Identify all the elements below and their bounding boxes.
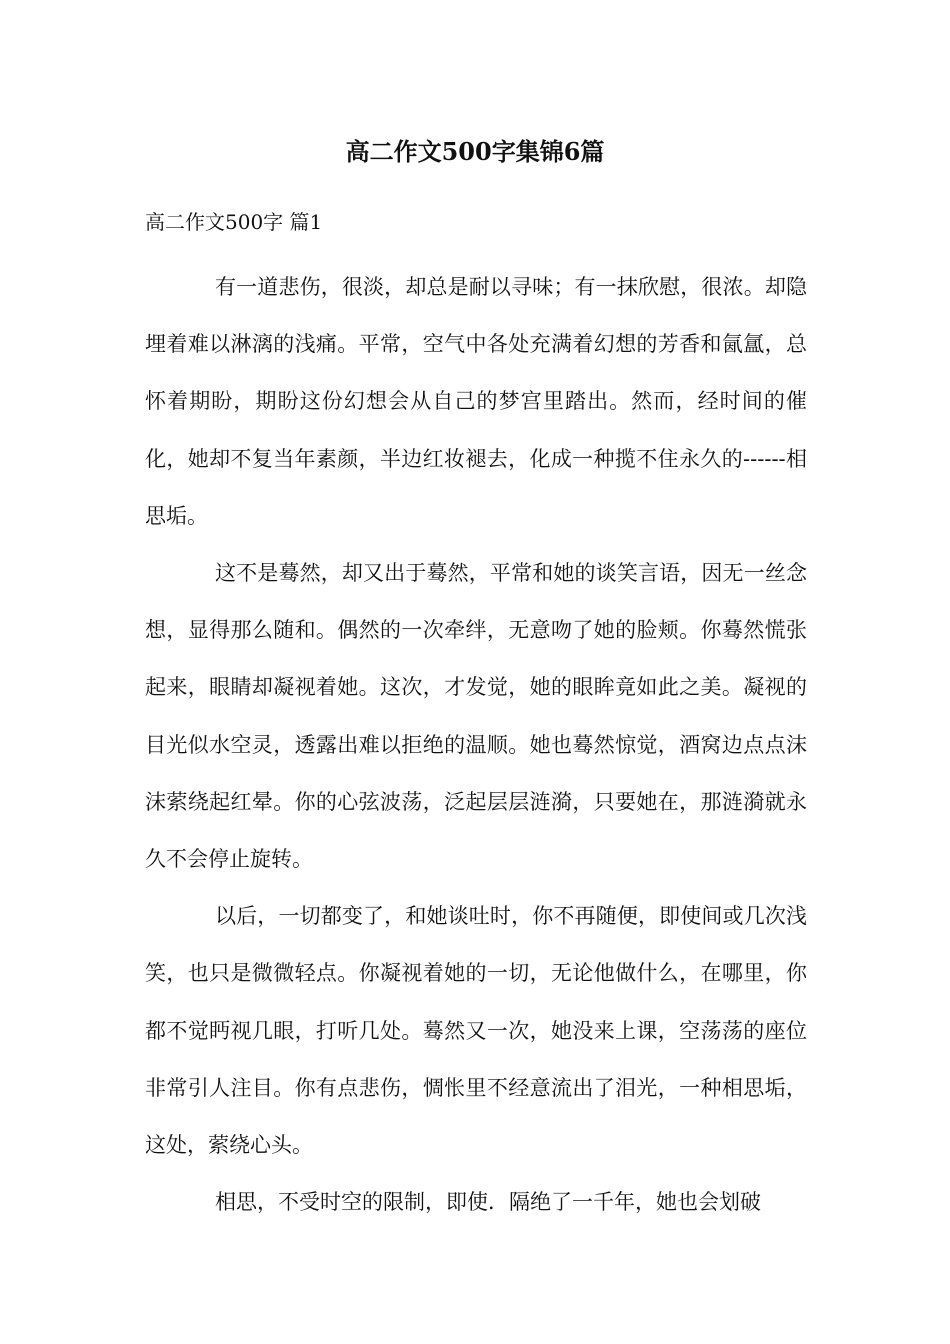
paragraph-2: 这不是蓦然，却又出于蓦然，平常和她的谈笑言语，因无一丝念想，显得那么随和。偶然的一次牵绊，无意吻了她的脸颊。你蓦然慌张起来，眼睛却凝视着她。这次，才发觉，她的眼眸竟如此之美。凝视的目光似水空灵，透露出难以拒绝的温顺。她也蓦然惊觉，酒窝边点点沫沫萦绕起红晕。你的心弦波荡，泛起层层涟漪，只要她在，那涟漪就永久不会停止旋转。 (145, 561, 807, 872)
paragraph-1: 有一道悲伤，很淡，却总是耐以寻味；有一抹欣慰，很浓。却隐埋着难以淋漓的浅痛。平常，空气中各处充满着幻想的芳香和氤氲，总怀着期盼，期盼这份幻想会从自己的梦宫里踏出。然而，经时间的催化，她却不复当年素颜，半边红妆褪去，化成一种揽不住永久的------相思垢。 (145, 275, 807, 528)
article-body (145, 259, 807, 1231)
paragraph-3: 以后，一切都变了，和她谈吐时，你不再随便，即使间或几次浅笑，也只是微微轻点。你凝视着她的一切，无论他做什么，在哪里，你都不觉眄视几眼，打听几处。蓦然又一次，她没来上课，空荡荡的座位非常引人注目。你有点悲伤，惆怅里不经意流出了泪光，一种相思垢，这处，萦绕心头。 (145, 904, 807, 1158)
document-title: 高二作文500字集锦6篇 (345, 137, 605, 166)
section-heading: 高二作文500字 篇1 (145, 210, 323, 234)
paragraph-4: 相思，不受时空的限制，即使．隔绝了一千年，她也会划破 (215, 1190, 761, 1215)
